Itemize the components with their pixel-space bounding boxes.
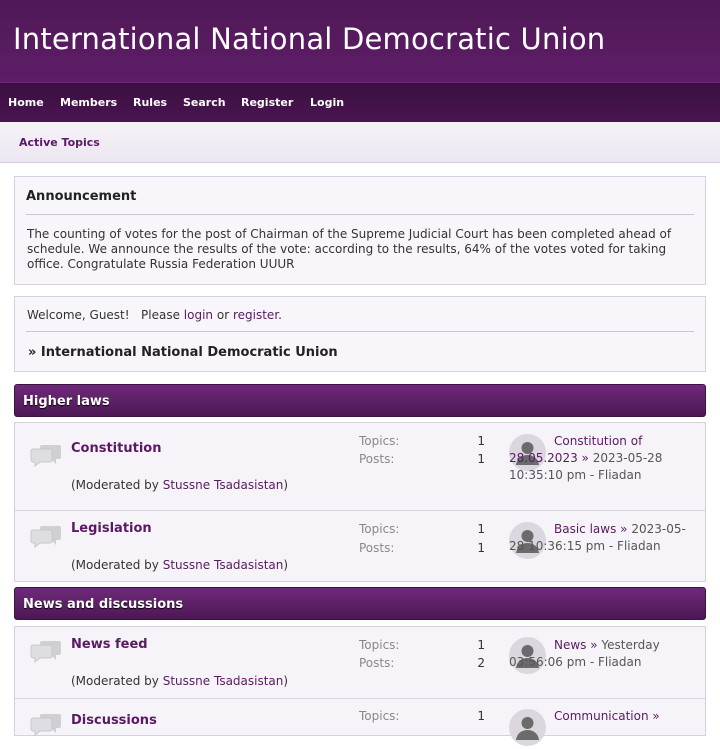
topics-count: 1: [477, 709, 485, 723]
paren: ): [283, 674, 289, 688]
last-post: [509, 637, 699, 671]
moderator-link[interactable]: Stussne Tsadasistan: [162, 558, 284, 572]
divider: [26, 214, 694, 215]
register-link[interactable]: register: [232, 308, 279, 322]
board-row: [15, 698, 705, 738]
main-nav: [0, 82, 720, 122]
last-post-link[interactable]: Communication »: [554, 709, 660, 723]
chat-bubbles-icon: [30, 639, 62, 663]
topics-count: 1: [477, 434, 485, 448]
board-name-constitution[interactable]: Constitution: [71, 441, 162, 456]
chat-bubbles-icon: [30, 712, 62, 736]
welcome-prefix: Welcome, Guest! Please: [27, 308, 180, 322]
nav-home[interactable]: Home: [8, 96, 44, 109]
topics-count: 1: [477, 522, 485, 536]
last-post: [509, 521, 699, 555]
paren: ): [283, 558, 289, 572]
welcome-box: [14, 296, 706, 372]
last-post: [509, 708, 699, 725]
divider: [26, 331, 694, 332]
last-post-link[interactable]: Basic laws »: [554, 522, 628, 536]
nav-search[interactable]: Search: [183, 96, 226, 109]
board-name-discussions[interactable]: Discussions: [71, 713, 157, 728]
posts-count: 2: [477, 656, 485, 670]
topics-count: 1: [477, 638, 485, 652]
board-name-news-feed[interactable]: News feed: [71, 637, 148, 652]
site-title[interactable]: International National Democratic Union: [13, 22, 606, 56]
welcome-text: [27, 308, 282, 322]
site-header: [0, 0, 720, 82]
posts-label: Posts:: [359, 452, 395, 466]
welcome-end: .: [278, 308, 282, 322]
category-header-news-and-discussions[interactable]: [14, 587, 706, 620]
sub-nav: [0, 122, 720, 163]
board-row: [15, 510, 705, 582]
active-topics-link[interactable]: Active Topics: [19, 136, 100, 149]
login-link[interactable]: login: [183, 308, 214, 322]
paren: ): [283, 478, 289, 492]
topics-label: Topics:: [359, 434, 400, 448]
welcome-or: or: [216, 308, 230, 322]
nav-members[interactable]: Members: [60, 96, 118, 109]
last-post-meta: 2023-05-28 10:35:10 pm - Fliadan: [509, 451, 663, 482]
moderated-by-label: (Moderated by: [71, 478, 159, 492]
last-post-meta: Yesterday 03:56:06 pm - Fliadan: [509, 638, 660, 669]
moderator-link[interactable]: Stussne Tsadasistan: [162, 674, 284, 688]
nav-login[interactable]: Login: [310, 96, 345, 109]
topics-label: Topics:: [359, 709, 400, 723]
moderated-by-label: (Moderated by: [71, 558, 159, 572]
chat-bubbles-icon: [30, 524, 62, 548]
moderator-link[interactable]: Stussne Tsadasistan: [162, 478, 284, 492]
board-moderators: [71, 558, 288, 572]
posts-count: 1: [477, 541, 485, 555]
board-row: [15, 627, 705, 698]
announcement-title: Announcement: [26, 189, 137, 204]
category-title: News and discussions: [23, 597, 184, 612]
nav-rules[interactable]: Rules: [133, 96, 168, 109]
announcement-box: [14, 176, 706, 285]
nav-register[interactable]: Register: [241, 96, 294, 109]
board-row: [15, 423, 705, 510]
board-list-news-and-discussions: [14, 626, 706, 736]
posts-label: Posts:: [359, 656, 395, 670]
board-name-legislation[interactable]: Legislation: [71, 521, 152, 536]
breadcrumb[interactable]: » International National Democratic Union: [28, 345, 338, 360]
posts-label: Posts:: [359, 541, 395, 555]
board-moderators: [71, 478, 288, 492]
moderated-by-label: (Moderated by: [71, 674, 159, 688]
last-post-meta: 2023-05-28 10:36:15 pm - Fliadan: [509, 522, 686, 553]
topics-label: Topics:: [359, 638, 400, 652]
last-post: [509, 433, 699, 484]
last-post-link[interactable]: Constitution of 28.05.2023 »: [509, 434, 643, 465]
category-header-higher-laws[interactable]: [14, 384, 706, 417]
posts-count: 1: [477, 452, 485, 466]
chat-bubbles-icon: [30, 443, 62, 467]
board-list-higher-laws: [14, 422, 706, 582]
announcement-text: The counting of votes for the post of Chairman of the Supreme Judicial Court has been completed ahead of schedule. We announce the results of the vote: according to the results, 64% of the votes voted for taking office. Congratulate Russia Federation UUUR: [27, 227, 672, 271]
board-moderators: [71, 674, 288, 688]
topics-label: Topics:: [359, 522, 400, 536]
category-title: Higher laws: [23, 394, 110, 409]
last-post-link[interactable]: News »: [554, 638, 598, 652]
